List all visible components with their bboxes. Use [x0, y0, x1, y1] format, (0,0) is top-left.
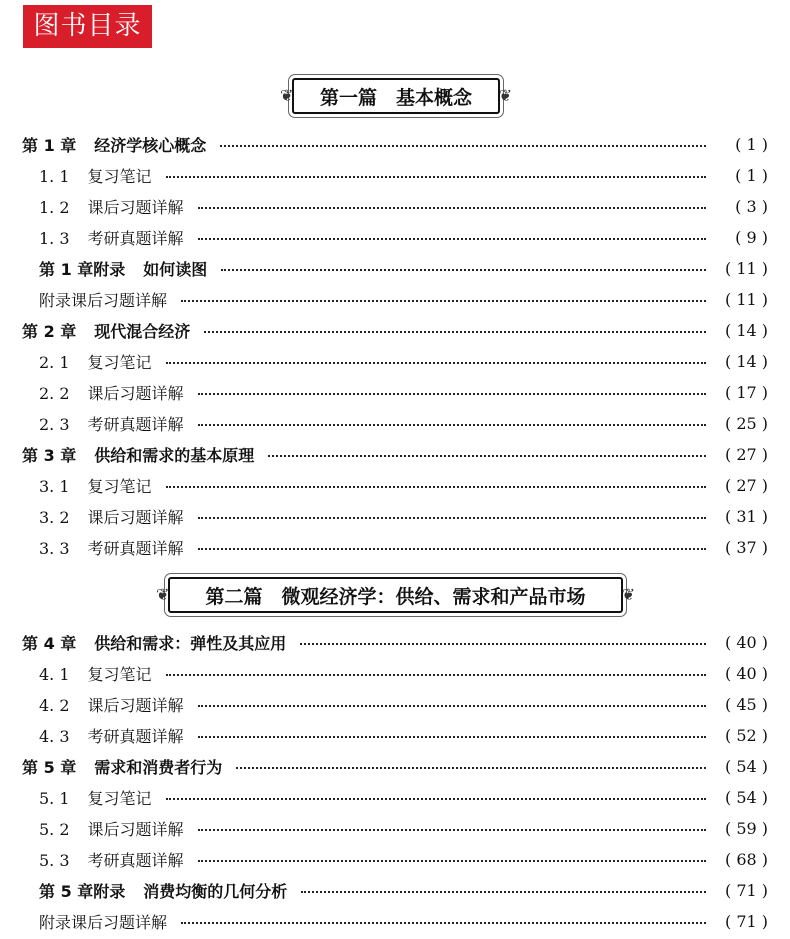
toc-entry-title: 供给和需求的基本原理	[94, 445, 255, 465]
toc-entry-label	[39, 505, 184, 528]
ornament-left-icon: ❦	[280, 86, 294, 105]
toc-entry-title: 现代混合经济	[94, 321, 191, 341]
toc-entry-plain[interactable]	[39, 907, 768, 935]
toc-entry-section[interactable]	[39, 845, 768, 873]
toc-entry-title: 课后习题详解	[87, 507, 184, 527]
toc-entry-page: ( 40 )	[724, 663, 768, 683]
toc-entry-section[interactable]	[39, 347, 768, 375]
toc-entry-number: 第 2 章	[22, 321, 77, 341]
toc-entry-label	[39, 381, 184, 404]
toc-entry-chapter[interactable]	[22, 130, 768, 158]
toc-entry-number: 2. 3	[39, 414, 70, 434]
dot-leader	[181, 918, 706, 924]
toc-entry-label	[22, 319, 190, 342]
toc-entry-page: ( 1 )	[735, 165, 768, 185]
toc-entry-number: 第 1 章附录	[39, 259, 126, 279]
toc-entry-label	[39, 786, 152, 809]
toc-entry-label	[39, 412, 184, 435]
toc-entry-number: 2. 1	[39, 352, 70, 372]
ornament-right-icon: ❦	[621, 585, 635, 604]
toc-entry-title: 考研真题详解	[87, 538, 184, 558]
toc-entry-label	[39, 693, 184, 716]
dot-leader	[221, 265, 706, 271]
toc-entry-number: 2. 2	[39, 383, 70, 403]
toc-entry-page: ( 71 )	[724, 880, 768, 900]
part-title: 第二篇 微观经济学：供给、需求和产品市场	[205, 586, 586, 608]
toc-entry-page: ( 37 )	[724, 537, 768, 557]
toc-entry-label	[39, 724, 184, 747]
toc-entry-label	[39, 474, 152, 497]
toc-entry-appendix[interactable]	[39, 876, 768, 904]
dot-leader	[198, 420, 706, 426]
toc-entry-page: ( 52 )	[724, 725, 768, 745]
toc-entry-page: ( 1 )	[735, 134, 768, 154]
toc-entry-section[interactable]	[39, 814, 768, 842]
toc-entry-page: ( 14 )	[724, 351, 768, 371]
toc-entry-page: ( 68 )	[724, 849, 768, 869]
toc-entry-title: 课后习题详解	[87, 819, 184, 839]
toc-entry-label	[39, 662, 152, 685]
part-title: 第一篇 基本概念	[319, 87, 472, 109]
toc-entry-number: 4. 3	[39, 726, 70, 746]
toc-entry-label	[39, 536, 184, 559]
toc-entry-page: ( 54 )	[724, 756, 768, 776]
toc-entry-page: ( 25 )	[724, 413, 768, 433]
part-banner-1	[280, 78, 512, 114]
toc-entry-label	[39, 350, 152, 373]
dot-leader	[236, 763, 706, 769]
toc-entry-page: ( 9 )	[735, 227, 768, 247]
toc-entry-label	[39, 879, 287, 902]
toc-entry-number: 第 5 章	[22, 757, 77, 777]
toc-entry-number: 5. 2	[39, 819, 70, 839]
dot-leader	[204, 327, 706, 333]
toc-entry-section[interactable]	[39, 192, 768, 220]
toc-entry-title: 课后习题详解	[87, 197, 184, 217]
toc-entry-page: ( 3 )	[735, 196, 768, 216]
ornament-right-icon: ❦	[498, 86, 512, 105]
toc-entry-number: 3. 3	[39, 538, 70, 558]
toc-entry-title: 复习笔记	[87, 788, 152, 808]
dot-leader	[220, 141, 706, 147]
toc-entry-label	[39, 257, 207, 280]
toc-entry-page: ( 31 )	[724, 506, 768, 526]
toc-entry-number: 5. 1	[39, 788, 70, 808]
toc-entry-title: 复习笔记	[87, 166, 152, 186]
dot-leader	[198, 701, 706, 707]
toc-entry-section[interactable]	[39, 690, 768, 718]
toc-entry-page: ( 27 )	[724, 444, 768, 464]
toc-entry-number: 第 1 章	[22, 135, 77, 155]
dot-leader	[198, 513, 706, 519]
toc-entry-title: 课后习题详解	[87, 383, 184, 403]
toc-entry-number: 1. 3	[39, 228, 70, 248]
dot-leader	[198, 856, 706, 862]
toc-entry-section[interactable]	[39, 721, 768, 749]
toc-entry-title: 附录课后习题详解	[39, 912, 168, 932]
dot-leader	[301, 887, 706, 893]
dot-leader	[166, 358, 706, 364]
dot-leader	[198, 389, 706, 395]
toc-entry-page: ( 11 )	[724, 258, 768, 278]
dot-leader	[198, 203, 706, 209]
dot-leader	[300, 639, 706, 645]
toc-label: 图书目录	[23, 5, 152, 48]
toc-entry-label	[22, 631, 286, 654]
toc-entry-chapter[interactable]	[22, 316, 768, 344]
toc-entry-number: 3. 2	[39, 507, 70, 527]
toc-entry-title: 考研真题详解	[87, 850, 184, 870]
toc-entry-page: ( 59 )	[724, 818, 768, 838]
toc-entry-section[interactable]	[39, 161, 768, 189]
toc-entry-label	[39, 817, 184, 840]
toc-entry-title: 考研真题详解	[87, 726, 184, 746]
toc-entry-page: ( 54 )	[724, 787, 768, 807]
dot-leader	[166, 172, 706, 178]
toc-entry-label	[22, 133, 206, 156]
toc-entry-label	[39, 288, 167, 311]
dot-leader	[181, 296, 706, 302]
toc-entry-label	[39, 226, 184, 249]
dot-leader	[268, 451, 706, 457]
toc-entry-title: 复习笔记	[87, 476, 152, 496]
toc-entry-chapter[interactable]	[22, 440, 768, 468]
toc-entry-title: 附录课后习题详解	[39, 290, 168, 310]
toc-entry-number: 1. 1	[39, 166, 70, 186]
toc-entry-title: 消费均衡的几何分析	[143, 881, 288, 901]
toc-entry-chapter[interactable]	[22, 752, 768, 780]
toc-entry-label	[22, 443, 254, 466]
toc-entry-section[interactable]	[39, 783, 768, 811]
dot-leader	[166, 482, 706, 488]
toc-entry-number: 1. 2	[39, 197, 70, 217]
toc-entry-page: ( 71 )	[724, 911, 768, 931]
toc-entry-page: ( 40 )	[724, 632, 768, 652]
toc-entry-label	[39, 164, 152, 187]
toc-entry-page: ( 27 )	[724, 475, 768, 495]
dot-leader	[166, 670, 706, 676]
toc-entry-section[interactable]	[39, 378, 768, 406]
toc-entry-plain[interactable]	[39, 285, 768, 313]
toc-entry-number: 5. 3	[39, 850, 70, 870]
toc-entry-number: 第 3 章	[22, 445, 77, 465]
toc-entry-title: 复习笔记	[87, 352, 152, 372]
dot-leader	[198, 544, 706, 550]
toc-entry-section[interactable]	[39, 659, 768, 687]
toc-entry-section[interactable]	[39, 409, 768, 437]
toc-entry-appendix[interactable]	[39, 254, 768, 282]
toc-entry-section[interactable]	[39, 471, 768, 499]
toc-entry-section[interactable]	[39, 223, 768, 251]
toc-entry-chapter[interactable]	[22, 628, 768, 656]
toc-entry-section[interactable]	[39, 533, 768, 561]
toc-entry-title: 经济学核心概念	[94, 135, 207, 155]
toc-entry-number: 第 5 章附录	[39, 881, 126, 901]
toc-entry-number: 4. 2	[39, 695, 70, 715]
toc-entry-label	[39, 910, 167, 933]
toc-entry-title: 课后习题详解	[87, 695, 184, 715]
toc-entry-title: 考研真题详解	[87, 414, 184, 434]
toc-entry-label	[39, 195, 184, 218]
dot-leader	[198, 732, 706, 738]
ornament-left-icon: ❦	[156, 585, 170, 604]
toc-entry-title: 供给和需求：弹性及其应用	[94, 633, 287, 653]
toc-entry-label	[22, 755, 222, 778]
toc-entry-title: 考研真题详解	[87, 228, 184, 248]
toc-entry-number: 第 4 章	[22, 633, 77, 653]
toc-entry-page: ( 11 )	[724, 289, 768, 309]
toc-entry-number: 4. 1	[39, 664, 70, 684]
toc-entry-title: 需求和消费者行为	[94, 757, 223, 777]
toc-entry-label	[39, 848, 184, 871]
part-banner-2	[156, 577, 635, 613]
toc-entry-page: ( 17 )	[724, 382, 768, 402]
toc-entry-page: ( 45 )	[724, 694, 768, 714]
dot-leader	[198, 234, 706, 240]
toc-entry-section[interactable]	[39, 502, 768, 530]
dot-leader	[166, 794, 706, 800]
toc-entry-title: 如何读图	[143, 259, 208, 279]
toc-entry-page: ( 14 )	[724, 320, 768, 340]
toc-entry-number: 3. 1	[39, 476, 70, 496]
dot-leader	[198, 825, 706, 831]
toc-entry-title: 复习笔记	[87, 664, 152, 684]
